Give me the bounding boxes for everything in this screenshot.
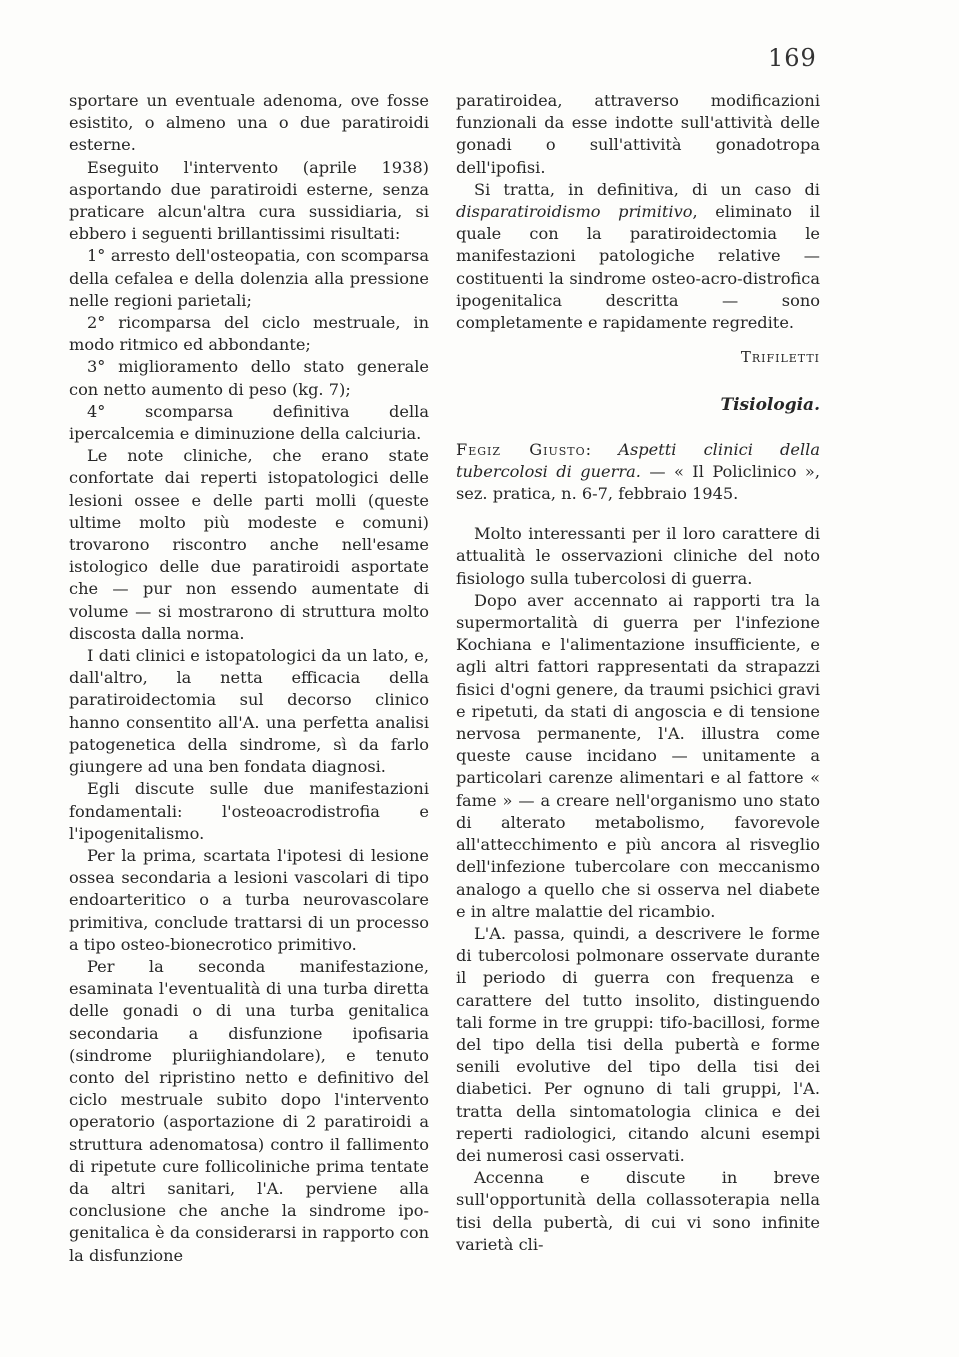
paragraph: Le note cliniche, che erano state confortate dai reperti istopatologici delle lesioni ossee e delle parti molli (queste ultime molto più modeste e comuni) trovarono riscontro anche nell'esame istologico delle due paratiroidi asportate che — pur non essendo aumentate di volume — si mostrarono di struttura molto discosta dalla norma.: [69, 446, 429, 643]
page-number: 169: [768, 44, 817, 72]
paragraph: sportare un eventuale adenoma, ove fosse esistito, o almeno una o due paratiroidi esterne.: [69, 91, 429, 155]
right-column: [456, 90, 820, 1256]
paragraph: Per la seconda manifestazione, esaminata l'eventualità di una turba diretta delle gonadi o di una turba genitalica secondaria a disfunzione ipofisaria (sindrome pluriighiandolare), e tenuto conto del ripristino netto e definitivo del ciclo mestruale subito dopo l'intervento operatorio (asportazione di 2 paratiroidi a struttura adenomatosa) contro il fallimento di ripetute cure follicoliniche prima tentate da altri sanitari, l'A. perviene alla conclusione che anche la sindrome ipo-genitalica è da considerarsi in rapporto con la disfunzione: [69, 956, 429, 1265]
list-item: 4° scomparsa definitiva della ipercalcemia e diminuzione della calciuria.: [69, 401, 429, 444]
paragraph: Egli discute sulle due manifestazioni fondamentali: l'osteoacrodistrofia e l'ipogenitalismo.: [69, 779, 429, 843]
citation: [456, 439, 820, 506]
paragraph: L'A. passa, quindi, a descrivere le forme di tubercolosi polmonare osservate durante il periodo di guerra con frequenza e carattere del tutto insolito, distinguendo tali forme in tre gruppi: tifo-bacillosi, forme del tipo della tisi della pubertà e forme senili evolutive del tipo della tisi dei diabetici. Per ognuno di tali gruppi, l'A. tratta della sintomatologia clinica e dei reperti radiologici, citando alcuni esempi dei numerosi casi osservati.: [456, 923, 820, 1165]
conclusion-paragraph: [456, 179, 820, 334]
list-item: 1° arresto dell'osteopatia, con scomparsa della cefalea e della dolenzia alla pressione nelle regioni parietali;: [69, 246, 429, 310]
conclusion-text: , eliminato il quale con la paratiroidectomia le manifestazioni patologiche relative — costituenti la sindrome osteo-acro-distrofica ipogenitalica descritta — sono completamente e rapidamente regredite.: [456, 202, 820, 333]
paragraph: I dati clinici e istopatologici da un lato, e, dall'altro, la netta efficacia della paratiroidectomia sul decorso clinico hanno consentito all'A. una perfetta analisi patogenetica della sindrome, sì da farlo giungere ad una ben fondata diagnosi.: [69, 646, 429, 777]
section-title: Tisiologia.: [720, 395, 820, 416]
citation-source: — « Il Policlinico », sez. pratica, n. 6-7, febbraio 1945.: [456, 461, 820, 504]
list-item: 3° miglioramento dello stato generale con netto aumento di peso (kg. 7);: [69, 357, 429, 399]
diagnosis-term: disparatiroidismo primitivo: [456, 202, 693, 222]
paragraph: Dopo aver accennato ai rapporti tra la supermortalità di guerra per l'infezione Kochiana e l'alimentazione insufficiente, e agli altri fattori rappresentati da strapazzi fisici d'ogni genere, da traumi psichici gravi e ripetuti, da stati di angoscia e di tensione nervosa permanente, l'A. illustra come queste cause incidano — unitamente a particolari carenze alimentari e al fattore « fame » — a creare nell'organismo uno stato di alterato metabolismo, favorevole all'attecchimento e più ancora al risveglio dell'infezione tubercolare con meccanismo analogo a quello che si osserva nel diabete e in altre malattie del ricambio.: [456, 590, 820, 921]
paragraph: Eseguito l'intervento (aprile 1938) asportando due paratiroidi esterne, senza praticare alcun'altra cura sussidiaria, si ebbero i seguenti brillantissimi risultati:: [69, 157, 429, 244]
list-item: 2° ricomparsa del ciclo mestruale, in modo ritmico ed abbondante;: [69, 313, 429, 355]
conclusion-text: Si tratta, in definitiva, di un caso di: [474, 179, 820, 199]
paragraph: paratiroidea, attraverso modificazioni funzionali da esse indotte sull'attività delle gonadi o sull'attività gonadotropa dell'ipofisi.: [456, 91, 820, 177]
paragraph: Accenna e discute in breve sull'opportunità della collassoterapia nella tisi della pubertà, di cui vi sono infinite varietà cli-: [456, 1168, 820, 1254]
paragraph: Molto interessanti per il loro carattere di attualità le osservazioni cliniche del noto fisiologo sulla tubercolosi di guerra.: [456, 524, 820, 588]
left-column: [69, 90, 429, 1267]
reviewer-signature: Trifiletti: [740, 348, 820, 367]
paragraph: Per la prima, scartata l'ipotesi di lesione ossea secondaria a lesioni vascolari di tipo endoarteritico o a turba neurovascolare primitiva, conclude trattarsi di un processo a tipo osteo-bionecrotico primitivo.: [69, 845, 429, 954]
citation-author: Fegiz Giusto: [456, 439, 586, 459]
citation-title: Aspetti clinici della tubercolosi di guerra.: [456, 439, 820, 481]
citation-separator: :: [585, 439, 619, 459]
